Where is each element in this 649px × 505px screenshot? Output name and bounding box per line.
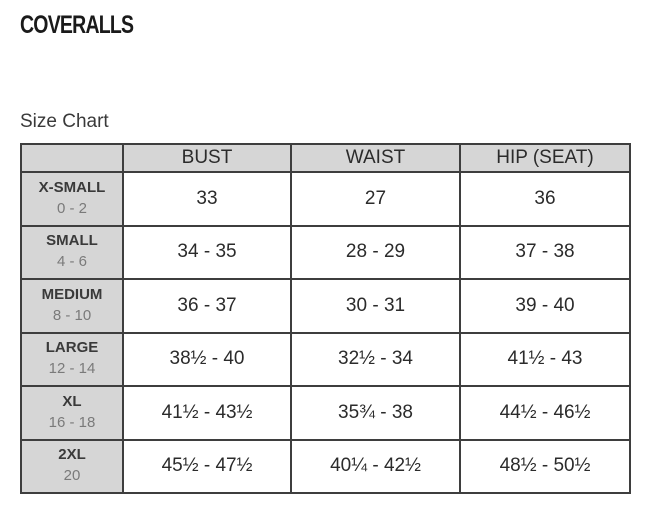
table-row [21, 279, 630, 333]
table-row [21, 440, 630, 494]
size-chart-table [20, 143, 631, 494]
bust-cell: 45½ - 47½ [123, 440, 291, 494]
size-name: MEDIUM [41, 285, 103, 303]
size-name: SMALL [46, 232, 98, 250]
size-label-cell [21, 386, 123, 440]
table-row [21, 333, 630, 387]
size-range: 16 - 18 [48, 413, 96, 431]
waist-cell: 40¼ - 42½ [291, 440, 460, 494]
section-heading: Size Chart [20, 111, 109, 132]
size-label-cell [21, 226, 123, 280]
size-range: 12 - 14 [48, 360, 96, 378]
size-label-cell [21, 333, 123, 387]
header-hip: HIP (SEAT) [460, 144, 630, 172]
size-range: 8 - 10 [52, 306, 92, 324]
size-name: XL [62, 392, 82, 410]
size-range: 4 - 6 [56, 253, 87, 271]
size-name: 2XL [58, 446, 86, 464]
hip-cell: 37 - 38 [460, 226, 630, 280]
bust-cell: 41½ - 43½ [123, 386, 291, 440]
table-row [21, 172, 630, 226]
size-label-cell [21, 279, 123, 333]
size-name: LARGE [45, 339, 99, 357]
hip-cell: 39 - 40 [460, 279, 630, 333]
size-range: 20 [63, 467, 81, 485]
size-label-cell [21, 440, 123, 494]
hip-cell: 36 [460, 172, 630, 226]
size-name: X-SMALL [38, 178, 106, 196]
size-range: 0 - 2 [56, 199, 87, 217]
table-row [21, 226, 630, 280]
bust-cell: 34 - 35 [123, 226, 291, 280]
table-row [21, 386, 630, 440]
bust-cell: 38½ - 40 [123, 333, 291, 387]
waist-cell: 30 - 31 [291, 279, 460, 333]
waist-cell: 32½ - 34 [291, 333, 460, 387]
waist-cell: 35¾ - 38 [291, 386, 460, 440]
header-waist: WAIST [291, 144, 460, 172]
bust-cell: 36 - 37 [123, 279, 291, 333]
page-title: COVERALLS [20, 11, 134, 39]
hip-cell: 41½ - 43 [460, 333, 630, 387]
hip-cell: 48½ - 50½ [460, 440, 630, 494]
waist-cell: 27 [291, 172, 460, 226]
header-bust: BUST [123, 144, 291, 172]
waist-cell: 28 - 29 [291, 226, 460, 280]
hip-cell: 44½ - 46½ [460, 386, 630, 440]
bust-cell: 33 [123, 172, 291, 226]
header-corner-cell [21, 144, 123, 172]
table-header-row [21, 144, 630, 172]
size-label-cell [21, 172, 123, 226]
